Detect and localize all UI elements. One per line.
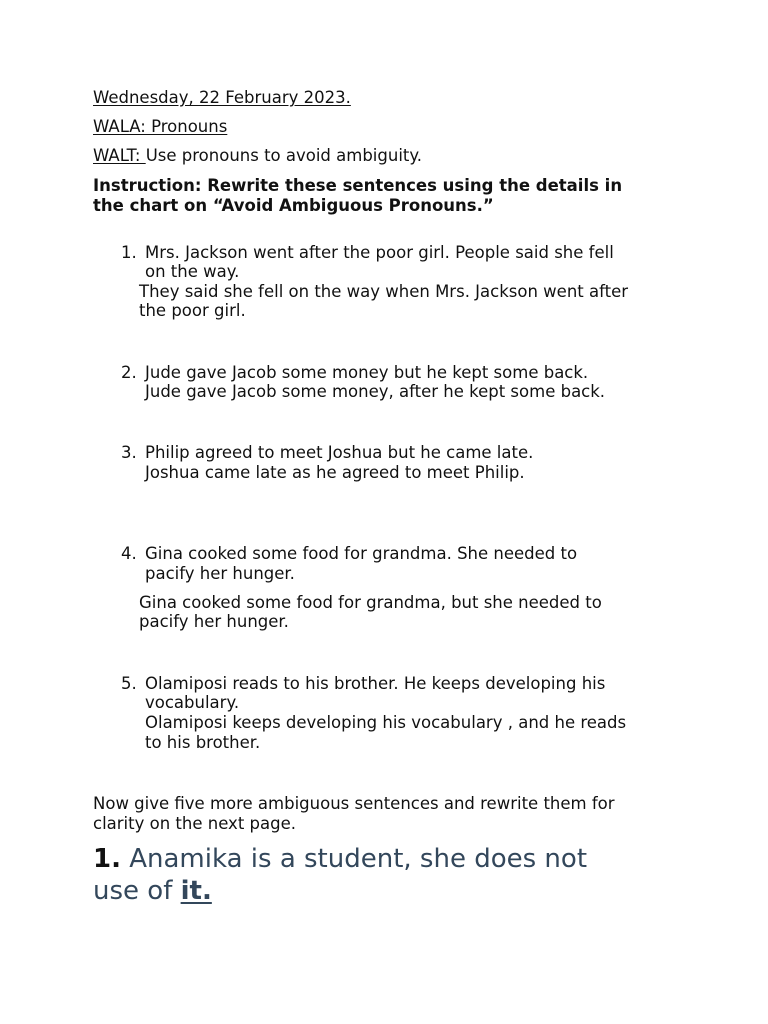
answer-emphasis: it. (180, 876, 212, 906)
wala-heading: WALA: Pronouns (93, 117, 228, 136)
list-item-1-answer-cont: the poor girl. (139, 301, 246, 320)
list-item-3-question: 3. Philip agreed to meet Joshua but he came late. (121, 443, 534, 462)
list-item-4-answer-cont: pacify her hunger. (139, 612, 289, 631)
walt-heading (93, 146, 422, 166)
list-item-5-answer-cont: to his brother. (145, 733, 261, 752)
list-item-3-answer: Joshua came late as he agreed to meet Philip. (145, 463, 525, 482)
walt-label: WALT: (93, 146, 146, 165)
date-heading: Wednesday, 22 February 2023. (93, 88, 351, 107)
answer-line-1 (93, 843, 587, 875)
instruction-line-1: Instruction: Rewrite these sentences using the details in (93, 176, 623, 195)
list-item-5-question: 5. Olamiposi reads to his brother. He keeps developing his (121, 674, 606, 693)
closing-line-1: Now give five more ambiguous sentences and rewrite them for (93, 794, 615, 813)
answer-text: Anamika is a student, she does not (120, 844, 588, 874)
list-item-4-question: 4. Gina cooked some food for grandma. She needed to (121, 544, 578, 563)
list-item-2-question: 2. Jude gave Jacob some money but he kept some back. (121, 363, 589, 382)
closing-line-2: clarity on the next page. (93, 814, 296, 833)
list-item-5-answer: Olamiposi keeps developing his vocabulary , and he reads (145, 713, 627, 732)
walt-text: Use pronouns to avoid ambiguity. (145, 146, 423, 165)
answer-number: 1. (93, 844, 121, 874)
list-item-number: 4. (121, 544, 137, 563)
list-item-2-answer: Jude gave Jacob some money, after he kept some back. (145, 382, 606, 401)
list-item-4-question-cont: pacify her hunger. (145, 564, 295, 583)
answer-text-cont: use of (93, 876, 181, 906)
list-item-5-question-cont: vocabulary. (145, 693, 240, 712)
list-item-number: 1. (121, 243, 137, 262)
list-item-1-answer: They said she fell on the way when Mrs. Jackson went after (139, 282, 629, 301)
list-item-1-question-cont: on the way. (145, 262, 240, 281)
list-item-4-answer: Gina cooked some food for grandma, but she needed to (139, 593, 602, 612)
list-item-1-question: 1. Mrs. Jackson went after the poor girl. People said she fell (121, 243, 614, 262)
instruction-line-2: the chart on “Avoid Ambiguous Pronouns.” (93, 196, 494, 215)
list-item-number: 3. (121, 443, 137, 462)
answer-line-2 (93, 875, 212, 907)
list-item-number: 5. (121, 674, 137, 693)
list-item-number: 2. (121, 363, 137, 382)
